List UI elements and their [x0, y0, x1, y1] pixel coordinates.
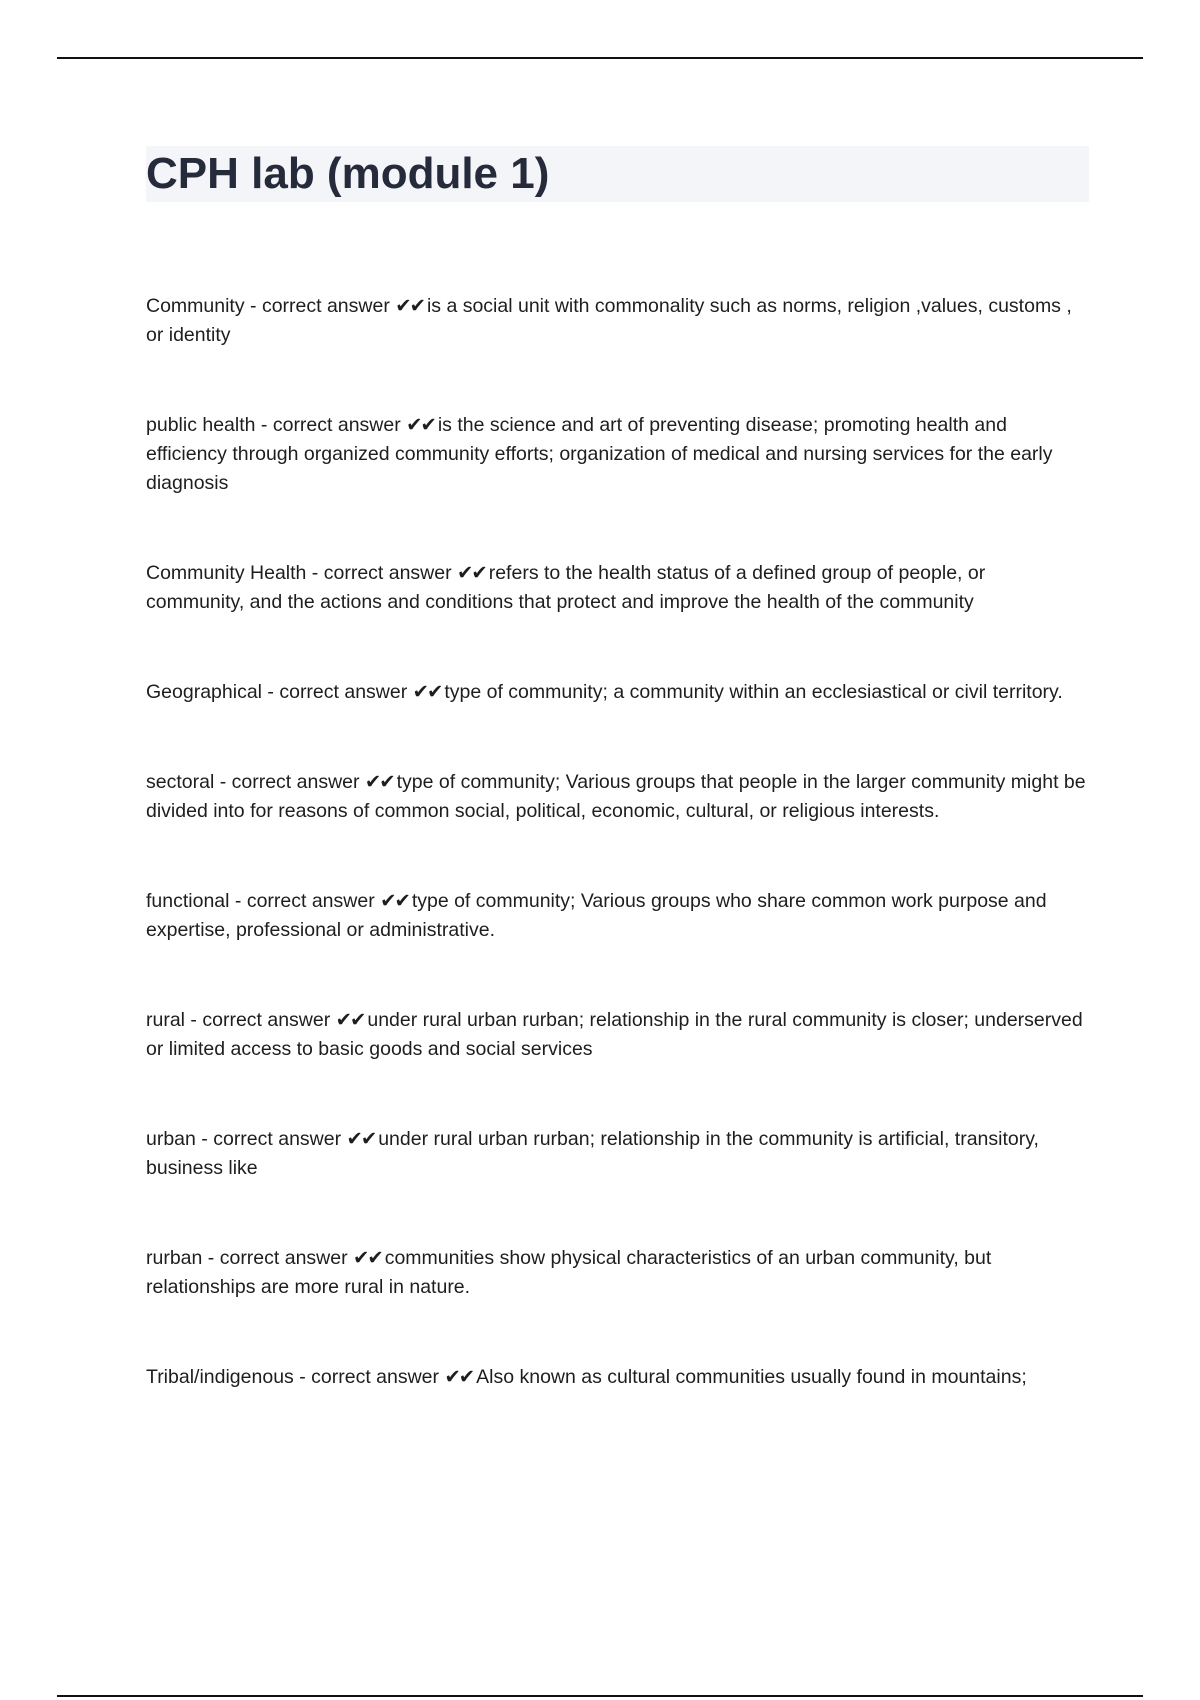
flashcard-item: Geographical - correct answer ✔✔ type of community; a community within an ecclesiastical or civil territory.	[146, 681, 1063, 703]
bottom-rule	[57, 1695, 1143, 1697]
checkmark-icon: ✔✔	[457, 562, 486, 584]
card-answer-label: correct answer	[261, 295, 390, 317]
card-answer-label: correct answer	[246, 890, 375, 912]
card-term: rural	[146, 1009, 186, 1031]
checkmark-icon: ✔✔	[346, 1128, 376, 1150]
card-answer-label: correct answer	[202, 1009, 331, 1031]
card-answer-label: correct answer	[219, 1247, 348, 1269]
card-term: functional	[146, 890, 230, 912]
card-definition: under rural urban rurban; relationship in the rural community is closer; underserved or limited access to basic goods and social services	[146, 1009, 1083, 1060]
card-definition: type of community; Various groups who share common work purpose and expertise, professional or administrative.	[146, 890, 1047, 941]
card-answer-label: correct answer	[213, 1128, 342, 1150]
card-term: Community Health	[146, 562, 307, 584]
flashcard-item: Tribal/indigenous - correct answer ✔✔ Also known as cultural communities usually found in mountains;	[146, 1366, 1027, 1388]
card-answer-label: correct answer	[231, 771, 360, 793]
flashcard-list	[146, 292, 1086, 1453]
card-term: public health	[146, 414, 256, 436]
card-term: Tribal/indigenous	[146, 1366, 294, 1388]
flashcard-item: rurban - correct answer ✔✔ communities show physical characteristics of an urban community, but relationships are more rural in nature.	[146, 1247, 992, 1298]
flashcard-item: Community Health - correct answer ✔✔ refers to the health status of a defined group of people, or community, and the actions and conditions that protect and improve the health of the community	[146, 562, 986, 613]
flashcard-item: urban - correct answer ✔✔ under rural urban rurban; relationship in the community is artificial, transitory, business like	[146, 1128, 1039, 1179]
flashcard-item: public health - correct answer ✔✔ is the science and art of preventing disease; promoting health and efficiency through organized community efforts; organization of medical and nursing services for the early diagnosis	[146, 414, 1053, 494]
flashcard-item: functional - correct answer ✔✔ type of community; Various groups who share common work purpose and expertise, professional or administrative.	[146, 890, 1047, 941]
flashcard-item: rural - correct answer ✔✔ under rural urban rurban; relationship in the rural community is closer; underserved or limited access to basic goods and social services	[146, 1009, 1083, 1060]
checkmark-icon: ✔✔	[444, 1366, 474, 1388]
checkmark-icon: ✔✔	[380, 890, 409, 912]
card-answer-label: correct answer	[323, 562, 452, 584]
card-definition: refers to the health status of a defined group of people, or community, and the actions and conditions that protect and improve the health of the community	[146, 562, 986, 613]
card-term: rurban	[146, 1247, 203, 1269]
checkmark-icon: ✔✔	[364, 771, 394, 793]
top-rule	[57, 57, 1143, 59]
checkmark-icon: ✔✔	[395, 295, 424, 317]
card-definition: type of community; Various groups that people in the larger community might be divided into for reasons of common social, political, economic, cultural, or religious interests.	[146, 771, 1086, 822]
card-answer-label: correct answer	[279, 681, 408, 703]
checkmark-icon: ✔✔	[412, 681, 442, 703]
checkmark-icon: ✔✔	[406, 414, 435, 436]
card-answer-label: correct answer	[311, 1366, 440, 1388]
card-definition: is a social unit with commonality such as norms, religion ,values, customs , or identity	[146, 295, 1072, 346]
card-term: Geographical	[146, 681, 262, 703]
card-answer-label: correct answer	[272, 414, 401, 436]
page-title: CPH lab (module 1)	[146, 149, 550, 198]
flashcard-item: Community - correct answer ✔✔ is a social unit with commonality such as norms, religion ,values, customs , or identity	[146, 295, 1072, 346]
flashcard-item: sectoral - correct answer ✔✔ type of community; Various groups that people in the larger community might be divided into for reasons of common social, political, economic, cultural, or religious interests.	[146, 771, 1086, 822]
card-definition: is the science and art of preventing disease; promoting health and efficiency through organized community efforts; organization of medical and nursing services for the early diagnosis	[146, 414, 1053, 494]
checkmark-icon: ✔✔	[335, 1009, 365, 1031]
card-term: urban	[146, 1128, 196, 1150]
card-definition: under rural urban rurban; relationship in the community is artificial, transitory, business like	[146, 1128, 1039, 1179]
card-definition: communities show physical characteristics of an urban community, but relationships are more rural in nature.	[146, 1247, 992, 1298]
card-term: sectoral	[146, 771, 215, 793]
card-definition: Also known as cultural communities usually found in mountains;	[476, 1366, 1027, 1388]
card-definition: type of community; a community within an ecclesiastical or civil territory.	[444, 681, 1063, 703]
card-term: Community	[146, 295, 245, 317]
checkmark-icon: ✔✔	[353, 1247, 382, 1269]
